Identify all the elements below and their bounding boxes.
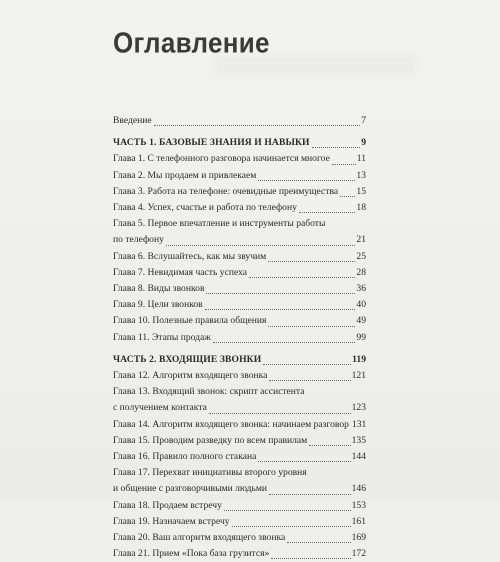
dot-leader (205, 308, 356, 310)
toc-entry-label: Глава 14. Алгоритм входящего звонка: начинаем разговор (113, 418, 349, 430)
toc-entry (113, 200, 366, 216)
toc-entry-label: с получением контакта (113, 402, 207, 414)
toc-page-number: 25 (356, 250, 366, 262)
toc-page-number: 153 (351, 499, 366, 511)
toc-page-number: 36 (356, 283, 366, 295)
toc-entry (113, 498, 366, 514)
toc-page-number: 40 (356, 299, 366, 311)
dot-leader (213, 341, 355, 343)
toc-entry (113, 546, 366, 562)
dot-leader (263, 363, 351, 365)
toc-page-number: 146 (351, 483, 366, 495)
toc-page-number: 7 (361, 115, 366, 126)
toc-entry (113, 481, 366, 497)
toc-part-2 (113, 352, 366, 368)
toc-entry-label: Глава 9. Цели звонков (113, 299, 203, 311)
toc-entry-label: Глава 7. Невидимая часть успеха (113, 266, 248, 278)
part-2-chapters (113, 368, 366, 562)
toc-page-number: 11 (356, 153, 366, 165)
toc-entry-label: Введение (113, 115, 152, 126)
toc-page-number: 123 (351, 402, 366, 414)
toc-entry-label: Глава 15. Проводим разведку по всем правилам (113, 434, 308, 446)
toc-entry-label: Глава 2. Мы продаем и привлекаем (113, 169, 257, 181)
toc-entry-label: Глава 19. Назначаем встречу (113, 515, 230, 527)
toc-page-number: 135 (351, 434, 366, 446)
toc-entry (113, 417, 366, 433)
toc-entry-label: Глава 16. Правило полного стакана (113, 451, 257, 463)
toc-entry (113, 297, 366, 313)
toc-page-number: 18 (356, 202, 366, 214)
toc-page-number: 172 (351, 548, 366, 560)
dot-leader (258, 460, 350, 462)
toc-page-number: 144 (351, 451, 366, 463)
toc-entry-label: Глава 12. Алгоритм входящего звонка (113, 370, 268, 382)
toc-entry-label: Глава 1. С телефонного разговора начинается многое (113, 153, 330, 165)
dot-leader (232, 525, 351, 527)
part-1-chapters (113, 151, 366, 345)
dot-leader (209, 412, 351, 414)
dot-leader (312, 146, 361, 148)
toc-entry-label-line1: Глава 17. Перехват инициативы второго уровня (113, 467, 307, 479)
dot-leader (269, 493, 351, 495)
toc-entry-label: по телефону (113, 234, 164, 246)
dot-leader (299, 211, 356, 213)
toc-part-label: ЧАСТЬ 2. ВХОДЯЩИЕ ЗВОНКИ (113, 353, 262, 365)
toc-entry (113, 449, 366, 465)
toc-entry (113, 433, 366, 449)
toc-page-number: 161 (351, 515, 366, 527)
toc-entry (113, 400, 366, 416)
toc-entry (113, 330, 366, 346)
toc-entry-label: Глава 18. Продаем встречу (113, 499, 222, 511)
toc-page-number: 28 (356, 266, 366, 278)
table-of-contents (113, 113, 366, 562)
toc-entry (113, 265, 366, 281)
toc-entry-label-line1: Глава 13. Входящий звонок: скрипт ассистента (113, 386, 305, 398)
toc-page-number: 121 (351, 370, 366, 382)
toc-page-number: 9 (361, 137, 366, 149)
toc-entry (113, 184, 366, 200)
toc-entry-label: Глава 4. Успех, счастье и работа по телефону (113, 202, 297, 214)
dot-leader (269, 379, 350, 381)
toc-entry (113, 313, 366, 329)
dot-leader (166, 244, 356, 246)
dot-leader (258, 179, 355, 181)
toc-page-number: 21 (356, 234, 366, 246)
toc-page-number: 119 (352, 353, 366, 365)
toc-page-number: 49 (356, 315, 366, 327)
dot-leader (154, 124, 361, 126)
dot-leader (287, 541, 350, 543)
toc-entry (113, 368, 366, 384)
toc-entry-label: Глава 6. Вслушайтесь, как мы звучим (113, 250, 267, 262)
toc-entry-label: Глава 8. Виды звонков (113, 283, 205, 295)
dot-leader (340, 195, 355, 197)
dot-leader (249, 276, 355, 278)
toc-entry-label: и общение с разговорчивыми людьми (113, 483, 268, 495)
toc-page-number: 131 (351, 418, 367, 430)
toc-entry-label-line1: Глава 5. Первое впечатление и инструменты работы (113, 218, 326, 230)
dot-leader (224, 509, 351, 511)
toc-page-number: 169 (351, 532, 366, 544)
toc-part-1 (113, 135, 366, 151)
toc-part-label: ЧАСТЬ 1. БАЗОВЫЕ ЗНАНИЯ И НАВЫКИ (113, 137, 310, 149)
toc-entry-label: Глава 10. Полезные правила общения (113, 315, 267, 327)
dot-leader (206, 292, 355, 294)
toc-entry (113, 249, 366, 265)
toc-page-number: 15 (356, 185, 366, 197)
toc-entry-label: Глава 3. Работа на телефоне: очевидные преимущества (113, 185, 339, 197)
toc-entry-intro (113, 113, 366, 129)
dot-leader (309, 444, 350, 446)
toc-entry (113, 530, 366, 546)
toc-entry (113, 151, 366, 167)
dot-leader (268, 260, 355, 262)
dot-leader (332, 163, 356, 165)
toc-entry (113, 281, 366, 297)
toc-entry (113, 232, 366, 248)
toc-page-number: 99 (356, 331, 366, 343)
toc-entry (113, 514, 366, 530)
toc-page-number: 13 (356, 169, 366, 181)
page-title: Оглавление (113, 26, 270, 59)
toc-entry-label: Глава 11. Этапы продаж (113, 331, 211, 343)
toc-entry (113, 168, 366, 184)
dot-leader (271, 557, 350, 559)
dot-leader (268, 325, 355, 327)
toc-entry-label: Глава 20. Ваш алгоритм входящего звонка (113, 532, 286, 544)
toc-entry-label: Глава 21. Прием «Пока база грузится» (113, 548, 270, 560)
